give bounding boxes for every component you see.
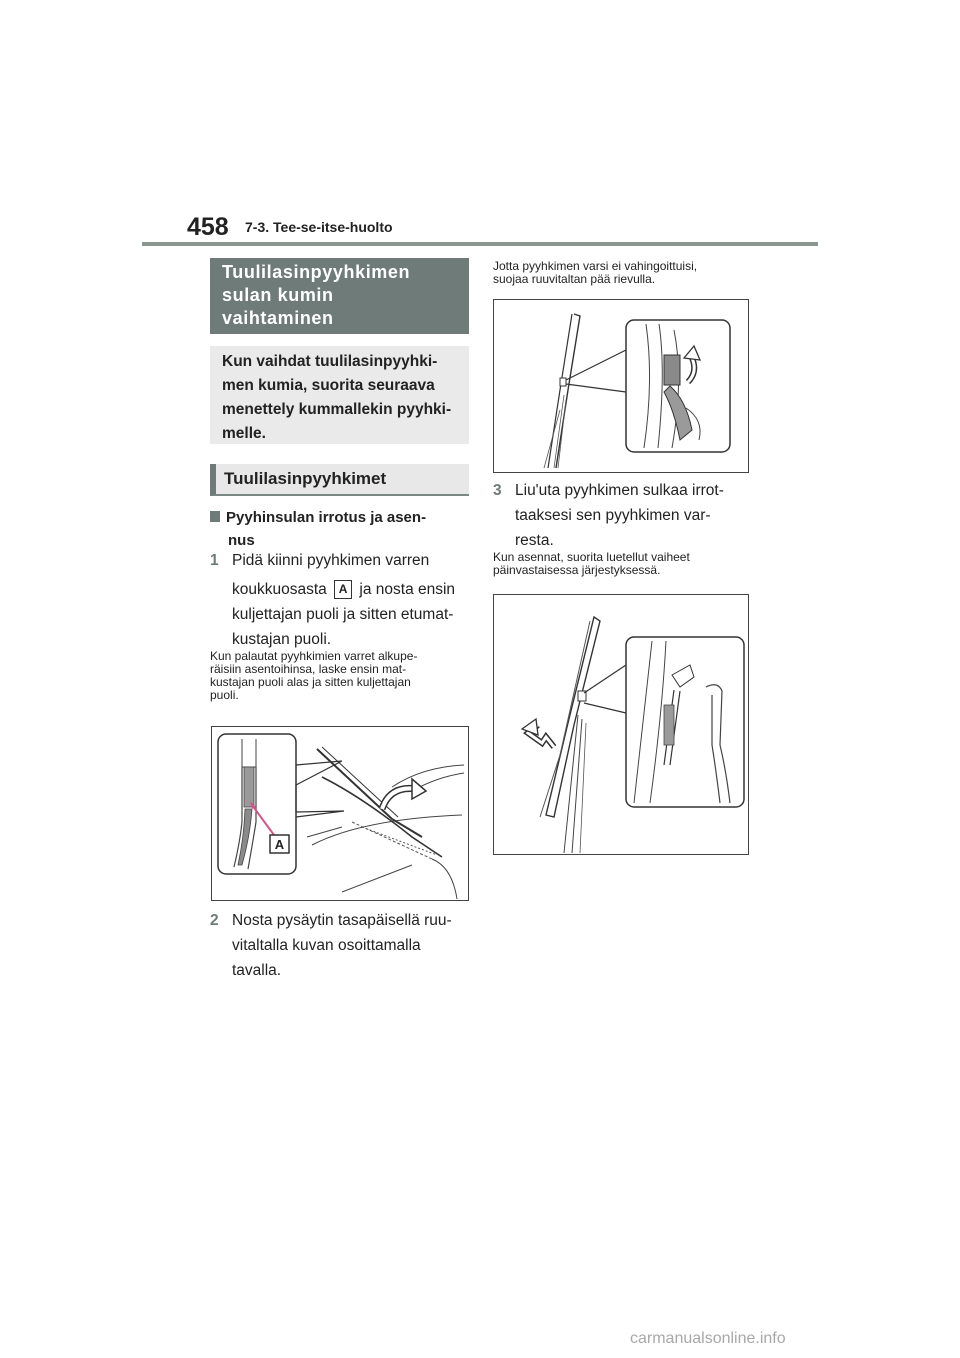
section-title-line: sulan kumin: [222, 285, 334, 305]
step-2: [210, 908, 475, 983]
section-reference: 7-3. Tee-se-itse-huolto: [245, 219, 393, 235]
step-text: Liu'uta pyyhkimen sulkaa irrot-: [515, 482, 724, 499]
watermark-text: carmanualsonline.info: [630, 1330, 786, 1347]
page-number: 458: [187, 213, 229, 241]
note-line: kustajan puoli alas ja sitten kuljettajan: [210, 675, 411, 689]
intro-line: melle.: [222, 425, 266, 442]
step-text: kustajan puoli.: [232, 631, 332, 648]
step-text-part: koukkuosasta: [232, 581, 327, 598]
note-line: Jotta pyyhkimen varsi ei vahingoittuisi,: [493, 259, 698, 273]
section-title-line: Tuulilasinpyyhkimen: [222, 262, 411, 282]
note-line: puoli.: [210, 688, 239, 702]
figure-label-a: A: [274, 837, 285, 852]
blade-slide-illustration: [494, 595, 748, 854]
procedure-heading-line: Pyyhinsulan irrotus ja asen-: [226, 509, 427, 526]
figure-wiper-arm-lift: [211, 726, 469, 901]
step-text: Nosta pysäytin tasapäisellä ruu-: [232, 912, 452, 929]
procedure-heading: [210, 506, 472, 552]
step-text: tavalla.: [232, 962, 282, 979]
intro-line: Kun vaihdat tuulilasinpyyhki-: [222, 353, 438, 370]
step-number: 2: [210, 912, 219, 929]
procedure-heading-line: nus: [228, 532, 255, 549]
wiper-arm-lift-illustration: [212, 727, 468, 900]
step-text: vitaltalla kuvan osoittamalla: [232, 937, 421, 954]
note-line: räisiin asentoihinsa, laske ensin mat-: [210, 662, 407, 676]
step-text: kuljettajan puoli ja sitten etumat-: [232, 606, 454, 623]
note-line: Kun asennat, suorita luetellut vaiheet: [493, 550, 690, 564]
step-text: taaksesi sen pyyhkimen var-: [515, 507, 711, 524]
square-bullet-icon: [210, 511, 220, 522]
step-3: [493, 478, 758, 553]
note-3: [493, 551, 755, 577]
figure-blade-slide: [493, 594, 749, 855]
intro-box: [210, 346, 469, 444]
intro-line: men kumia, suorita seuraava: [222, 377, 435, 394]
note-line: suojaa ruuvitaltan pää rievulla.: [493, 272, 656, 286]
step-text: [210, 577, 475, 602]
section-title: [210, 258, 469, 334]
step-text: resta.: [515, 532, 554, 549]
step-text: Pidä kiinni pyyhkimen varren: [232, 552, 430, 569]
subheading: Tuulilasinpyyhkimet: [210, 464, 469, 496]
step-number: 1: [210, 552, 219, 569]
intro-line: menettely kummallekin pyyhki-: [222, 401, 452, 418]
header-divider: [142, 242, 818, 246]
note-line: päinvastaisessa järjestyksessä.: [493, 563, 661, 577]
step-number: 3: [493, 482, 502, 499]
note-line: Kun palautat pyyhkimien varret alkupe-: [210, 649, 418, 663]
figure-stopper-lift: [493, 299, 749, 473]
step-1: [210, 548, 475, 652]
note-1: [210, 650, 472, 702]
section-title-line: vaihtaminen: [222, 308, 334, 328]
stopper-lift-illustration: [494, 300, 748, 472]
label-a-badge: A: [334, 580, 352, 599]
step-text-part: ja nosta ensin: [359, 581, 456, 598]
note-2: [493, 260, 755, 286]
